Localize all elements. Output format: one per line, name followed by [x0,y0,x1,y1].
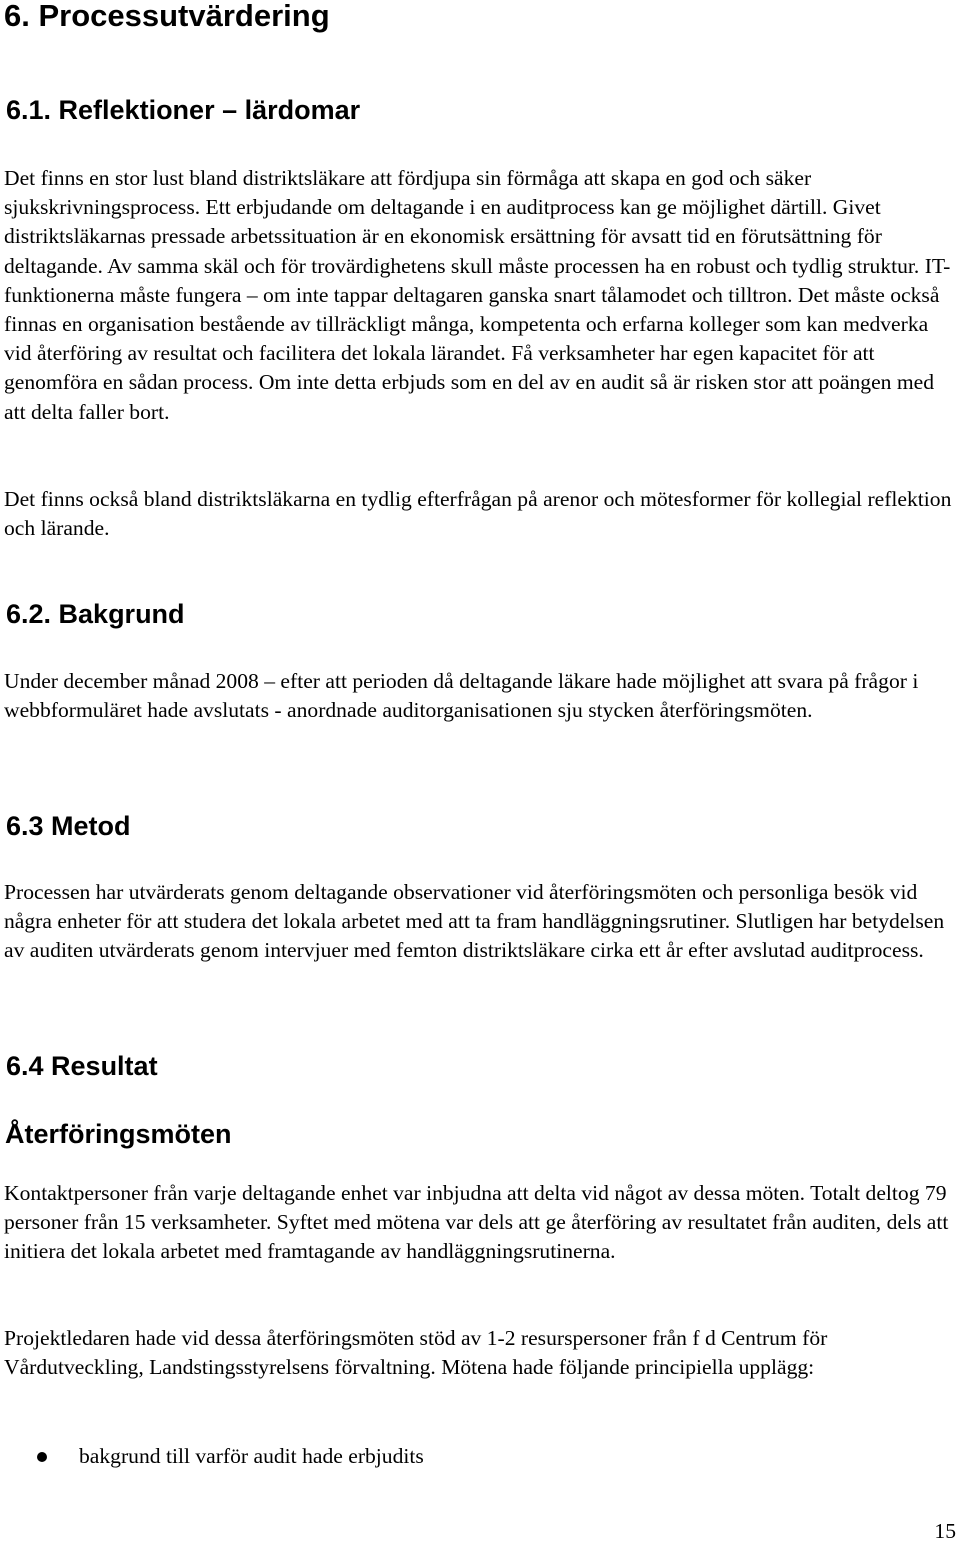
list-item: bakgrund till varför audit hade erbjudits [79,1444,424,1468]
page-number: 15 [934,1519,956,1543]
section-heading-reflections: 6.1. Reflektioner – lärdomar [6,95,361,125]
paragraph-reflections-1: Det finns en stor lust bland distriktsläkare att fördjupa sin förmåga att skapa en god och säker sjukskrivningsprocess. Ett erbjudande om deltagande i en auditprocess kan ge möjlighet därtill. Givet distriktsläkarnas pressade arbetssituation är en ekonomisk ersättning för avsatt tid en förutsättning för deltagande. Av samma skäl och för trovärdighetens skull måste processen ha en robust och tydlig struktur. IT-funktionerna måste fungera – om inte tappar deltagaren ganska snart tålamodet och tilltron. Det måste också finnas en organisation bestående av tillräckligt många, kompetenta och erfarna kolleger som kan medverka vid återföring av resultat och facilitera det lokala lärandet. Få verksamheter har egen kapacitet för att genomföra en sådan process. Om inte detta erbjuds som en del av en audit så är risken stor att poängen med att delta faller bort. [4,166,951,424]
paragraph-reflections-2: Det finns också bland distriktsläkarna en tydlig efterfrågan på arenor och mötesformer för kollegial reflektion och lärande. [4,487,952,541]
section-heading-results: 6.4 Resultat [6,1051,158,1081]
bullet-icon [37,1452,47,1462]
paragraph-background: Under december månad 2008 – efter att perioden då deltagande läkare hade möjlighet att svara på frågor i webbformuläret hade avslutats - anordnade auditorganisationen sju stycken återföringsmöten. [4,669,919,723]
paragraph-results-1: Kontaktpersoner från varje deltagande enhet var inbjudna att delta vid något av dessa möten. Totalt deltog 79 personer från 15 verksamheter. Syftet med mötena var dels att ge återföring av resultatet från auditen, dels att initiera det lokala arbetet med framtagande av handläggningsrutinerna. [4,1181,949,1264]
subsection-heading-feedback-meetings: Återföringsmöten [5,1119,232,1149]
section-heading-method: 6.3 Metod [6,811,131,841]
page-title: 6. Processutvärdering [4,0,330,33]
paragraph-results-2: Projektledaren hade vid dessa återföringsmöten stöd av 1-2 resurspersoner från f d Centrum för Vårdutveckling, Landstingsstyrelsens förvaltning. Mötena hade följande principiella upplägg: [4,1326,828,1380]
section-heading-background: 6.2. Bakgrund [6,599,185,629]
paragraph-method: Processen har utvärderats genom deltagande observationer vid återföringsmöten och personliga besök vid några enheter för att studera det lokala arbetet med att ta fram handläggningsrutiner. Slutligen har betydelsen av auditen utvärderats genom intervjuer med femton distriktsläkare cirka ett år efter avslutad auditprocess. [4,880,945,963]
